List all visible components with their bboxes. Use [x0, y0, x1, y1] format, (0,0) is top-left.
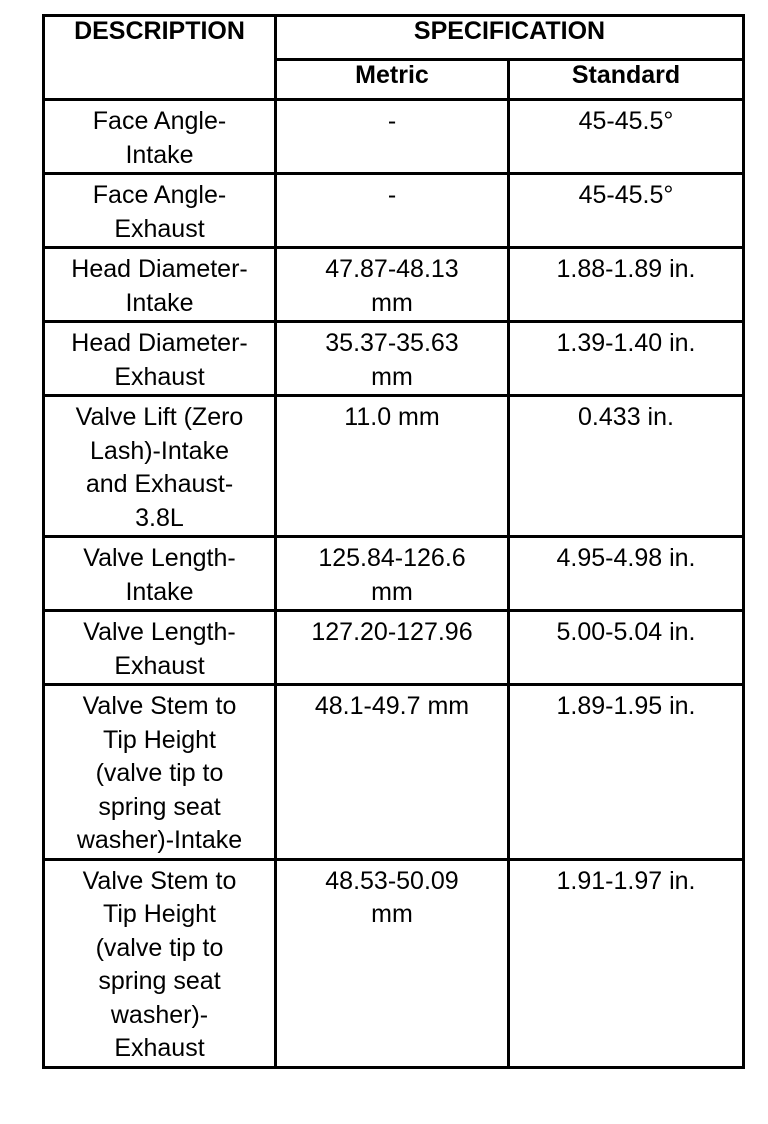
cell-text-line: mm	[371, 900, 413, 928]
cell-metric	[276, 248, 509, 322]
cell-text-line: Face Angle-	[92, 181, 227, 209]
cell-text-line: -	[387, 181, 397, 209]
cell-text-line: washer)-Intake	[76, 826, 243, 854]
cell-text-line: 125.84-126.6	[318, 544, 466, 572]
header-specification: SPECIFICATION	[276, 16, 744, 60]
cell-text-line: 1.89-1.95 in.	[556, 692, 696, 720]
table-row	[44, 248, 744, 322]
cell-text-line: 1.39-1.40 in.	[556, 329, 696, 357]
cell-desc	[44, 859, 276, 1067]
table-row	[44, 174, 744, 248]
cell-text-line: spring seat	[98, 792, 221, 821]
cell-standard	[509, 248, 744, 322]
cell-text-line: 47.87-48.13	[325, 255, 459, 283]
cell-text-line: washer)-	[110, 1000, 209, 1029]
cell-text-line: 1.91-1.97 in.	[556, 866, 696, 895]
cell-desc	[44, 685, 276, 860]
cell-standard	[509, 859, 744, 1067]
table-row	[44, 537, 744, 611]
cell-standard	[509, 100, 744, 174]
cell-text-line: Intake	[125, 140, 194, 169]
cell-text-line: Valve Stem to	[82, 692, 237, 720]
cell-text-line: Exhaust	[114, 1034, 205, 1062]
cell-desc	[44, 248, 276, 322]
cell-text-line: Tip Height	[102, 900, 216, 928]
header-description: DESCRIPTION	[44, 16, 276, 100]
cell-text-line: -	[387, 107, 397, 135]
cell-text-line: 4.95-4.98 in.	[556, 544, 696, 572]
specification-table	[42, 14, 745, 1069]
cell-standard	[509, 396, 744, 537]
cell-text-line: 45-45.5°	[578, 107, 674, 135]
cell-text-line: mm	[371, 362, 413, 391]
cell-metric	[276, 537, 509, 611]
cell-text-line: 48.53-50.09	[325, 866, 459, 895]
table-row	[44, 685, 744, 860]
cell-desc	[44, 537, 276, 611]
table-row	[44, 100, 744, 174]
cell-text-line: 45-45.5°	[578, 181, 674, 209]
cell-text-line: Lash)-Intake	[90, 436, 229, 465]
cell-desc	[44, 611, 276, 685]
cell-desc	[44, 322, 276, 396]
cell-metric	[276, 100, 509, 174]
cell-text-line: 127.20-127.96	[311, 618, 473, 646]
cell-metric	[276, 611, 509, 685]
cell-text-line: Face Angle-	[92, 107, 227, 135]
table-row	[44, 859, 744, 1067]
cell-text-line: Exhaust	[114, 214, 205, 243]
cell-text-line: Exhaust	[114, 362, 205, 391]
cell-text-line: 1.88-1.89 in.	[556, 255, 696, 283]
cell-text-line: 0.433 in.	[578, 403, 674, 431]
cell-metric	[276, 174, 509, 248]
cell-text-line: Valve Length-	[83, 544, 236, 572]
cell-standard	[509, 174, 744, 248]
cell-text-line: 48.1-49.7 mm	[314, 692, 470, 720]
table-body	[44, 100, 744, 1068]
cell-text-line: mm	[371, 288, 413, 317]
cell-text-line: and Exhaust-	[85, 470, 234, 498]
header-metric: Metric	[276, 60, 509, 100]
cell-text-line: 5.00-5.04 in.	[556, 618, 696, 646]
header-standard: Standard	[509, 60, 744, 100]
cell-standard	[509, 537, 744, 611]
cell-metric	[276, 322, 509, 396]
cell-text-line: Intake	[125, 288, 194, 317]
cell-text-line: (valve tip to	[95, 933, 224, 962]
cell-text-line: Intake	[125, 577, 194, 606]
cell-standard	[509, 322, 744, 396]
cell-text-line: Exhaust	[114, 651, 205, 680]
cell-text-line: 3.8L	[135, 503, 184, 532]
cell-standard	[509, 611, 744, 685]
table-row	[44, 611, 744, 685]
cell-text-line: Valve Lift (Zero	[75, 403, 244, 431]
cell-metric	[276, 685, 509, 860]
cell-text-line: spring seat	[98, 967, 221, 995]
cell-desc	[44, 396, 276, 537]
table-row	[44, 396, 744, 537]
cell-desc	[44, 100, 276, 174]
cell-desc	[44, 174, 276, 248]
cell-text-line: Head Diameter-	[71, 255, 248, 283]
cell-text-line: 35.37-35.63	[325, 329, 459, 357]
cell-text-line: mm	[371, 577, 413, 606]
cell-text-line: 11.0 mm	[344, 403, 440, 431]
cell-text-line: (valve tip to	[95, 759, 224, 787]
cell-metric	[276, 859, 509, 1067]
cell-text-line: Valve Stem to	[82, 866, 237, 895]
cell-standard	[509, 685, 744, 860]
cell-text-line: Tip Height	[102, 725, 216, 754]
cell-metric	[276, 396, 509, 537]
cell-text-line: Valve Length-	[83, 618, 236, 646]
table-row	[44, 322, 744, 396]
cell-text-line: Head Diameter-	[71, 329, 248, 357]
